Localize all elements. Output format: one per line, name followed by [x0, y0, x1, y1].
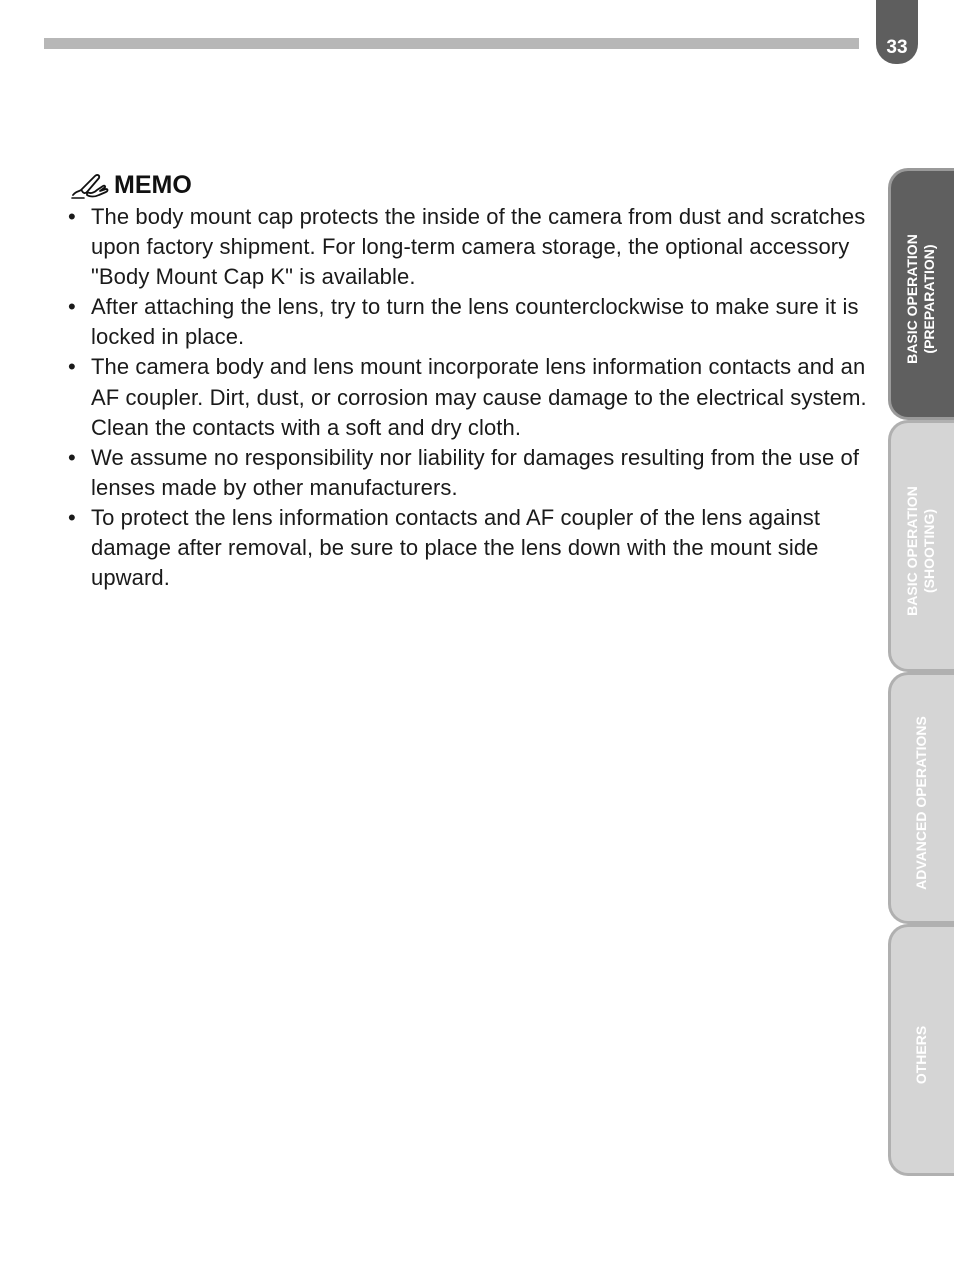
- tab-basic-operation-shooting[interactable]: [888, 420, 954, 672]
- tab-label-line1: OTHERS: [912, 1025, 929, 1085]
- memo-item: [68, 443, 868, 503]
- bullet: •: [68, 294, 76, 320]
- memo-title: MEMO: [114, 170, 192, 199]
- memo-item-text: After attaching the lens, try to turn the lens counterclockwise to make sure it is locked in place.: [91, 294, 859, 350]
- memo-item: [68, 292, 868, 352]
- memo-section: [68, 168, 868, 593]
- memo-item-text: We assume no responsibility nor liability for damages resulting from the use of lenses made by other manufacturers.: [91, 444, 860, 500]
- tab-others[interactable]: [888, 924, 954, 1176]
- bullet: •: [68, 354, 76, 380]
- memo-item-text: To protect the lens information contacts and AF coupler of the lens against damage after removal, be sure to place the lens down with the mount side upward.: [91, 504, 821, 591]
- memo-list: [68, 202, 868, 593]
- tab-label-line2: (SHOOTING): [921, 509, 937, 593]
- tab-label-line1: BASIC OPERATION: [904, 486, 920, 616]
- bullet: •: [68, 444, 76, 470]
- memo-item: [68, 352, 868, 442]
- bullet: •: [68, 504, 76, 530]
- memo-heading: [68, 168, 868, 202]
- tab-label-line1: BASIC OPERATION: [904, 234, 920, 364]
- page-number-tab: [876, 0, 918, 64]
- memo-item-text: The body mount cap protects the inside of the camera from dust and scratches upon factory shipment. For long-term camera storage, the optional accessory "Body Mount Cap K" is available.: [91, 204, 866, 290]
- memo-item: [68, 202, 868, 292]
- header-rule: [44, 38, 859, 49]
- tab-label-line1: ADVANCED OPERATIONS: [912, 716, 929, 890]
- tab-label-line2: (PREPARATION): [921, 244, 937, 354]
- tab-advanced-operations[interactable]: [888, 672, 954, 924]
- page-number: 33: [886, 37, 908, 58]
- memo-item-text: The camera body and lens mount incorporate lens information contacts and an AF coupler. Dirt, dust, or corrosion may cause damage to the electrical system. Clean the contacts with a soft and dry cloth.: [91, 354, 867, 440]
- section-tabs: [888, 168, 954, 1178]
- tab-basic-operation-preparation[interactable]: [888, 168, 954, 420]
- writing-hand-icon: [70, 170, 110, 200]
- bullet: •: [68, 204, 76, 229]
- memo-item: [68, 503, 868, 593]
